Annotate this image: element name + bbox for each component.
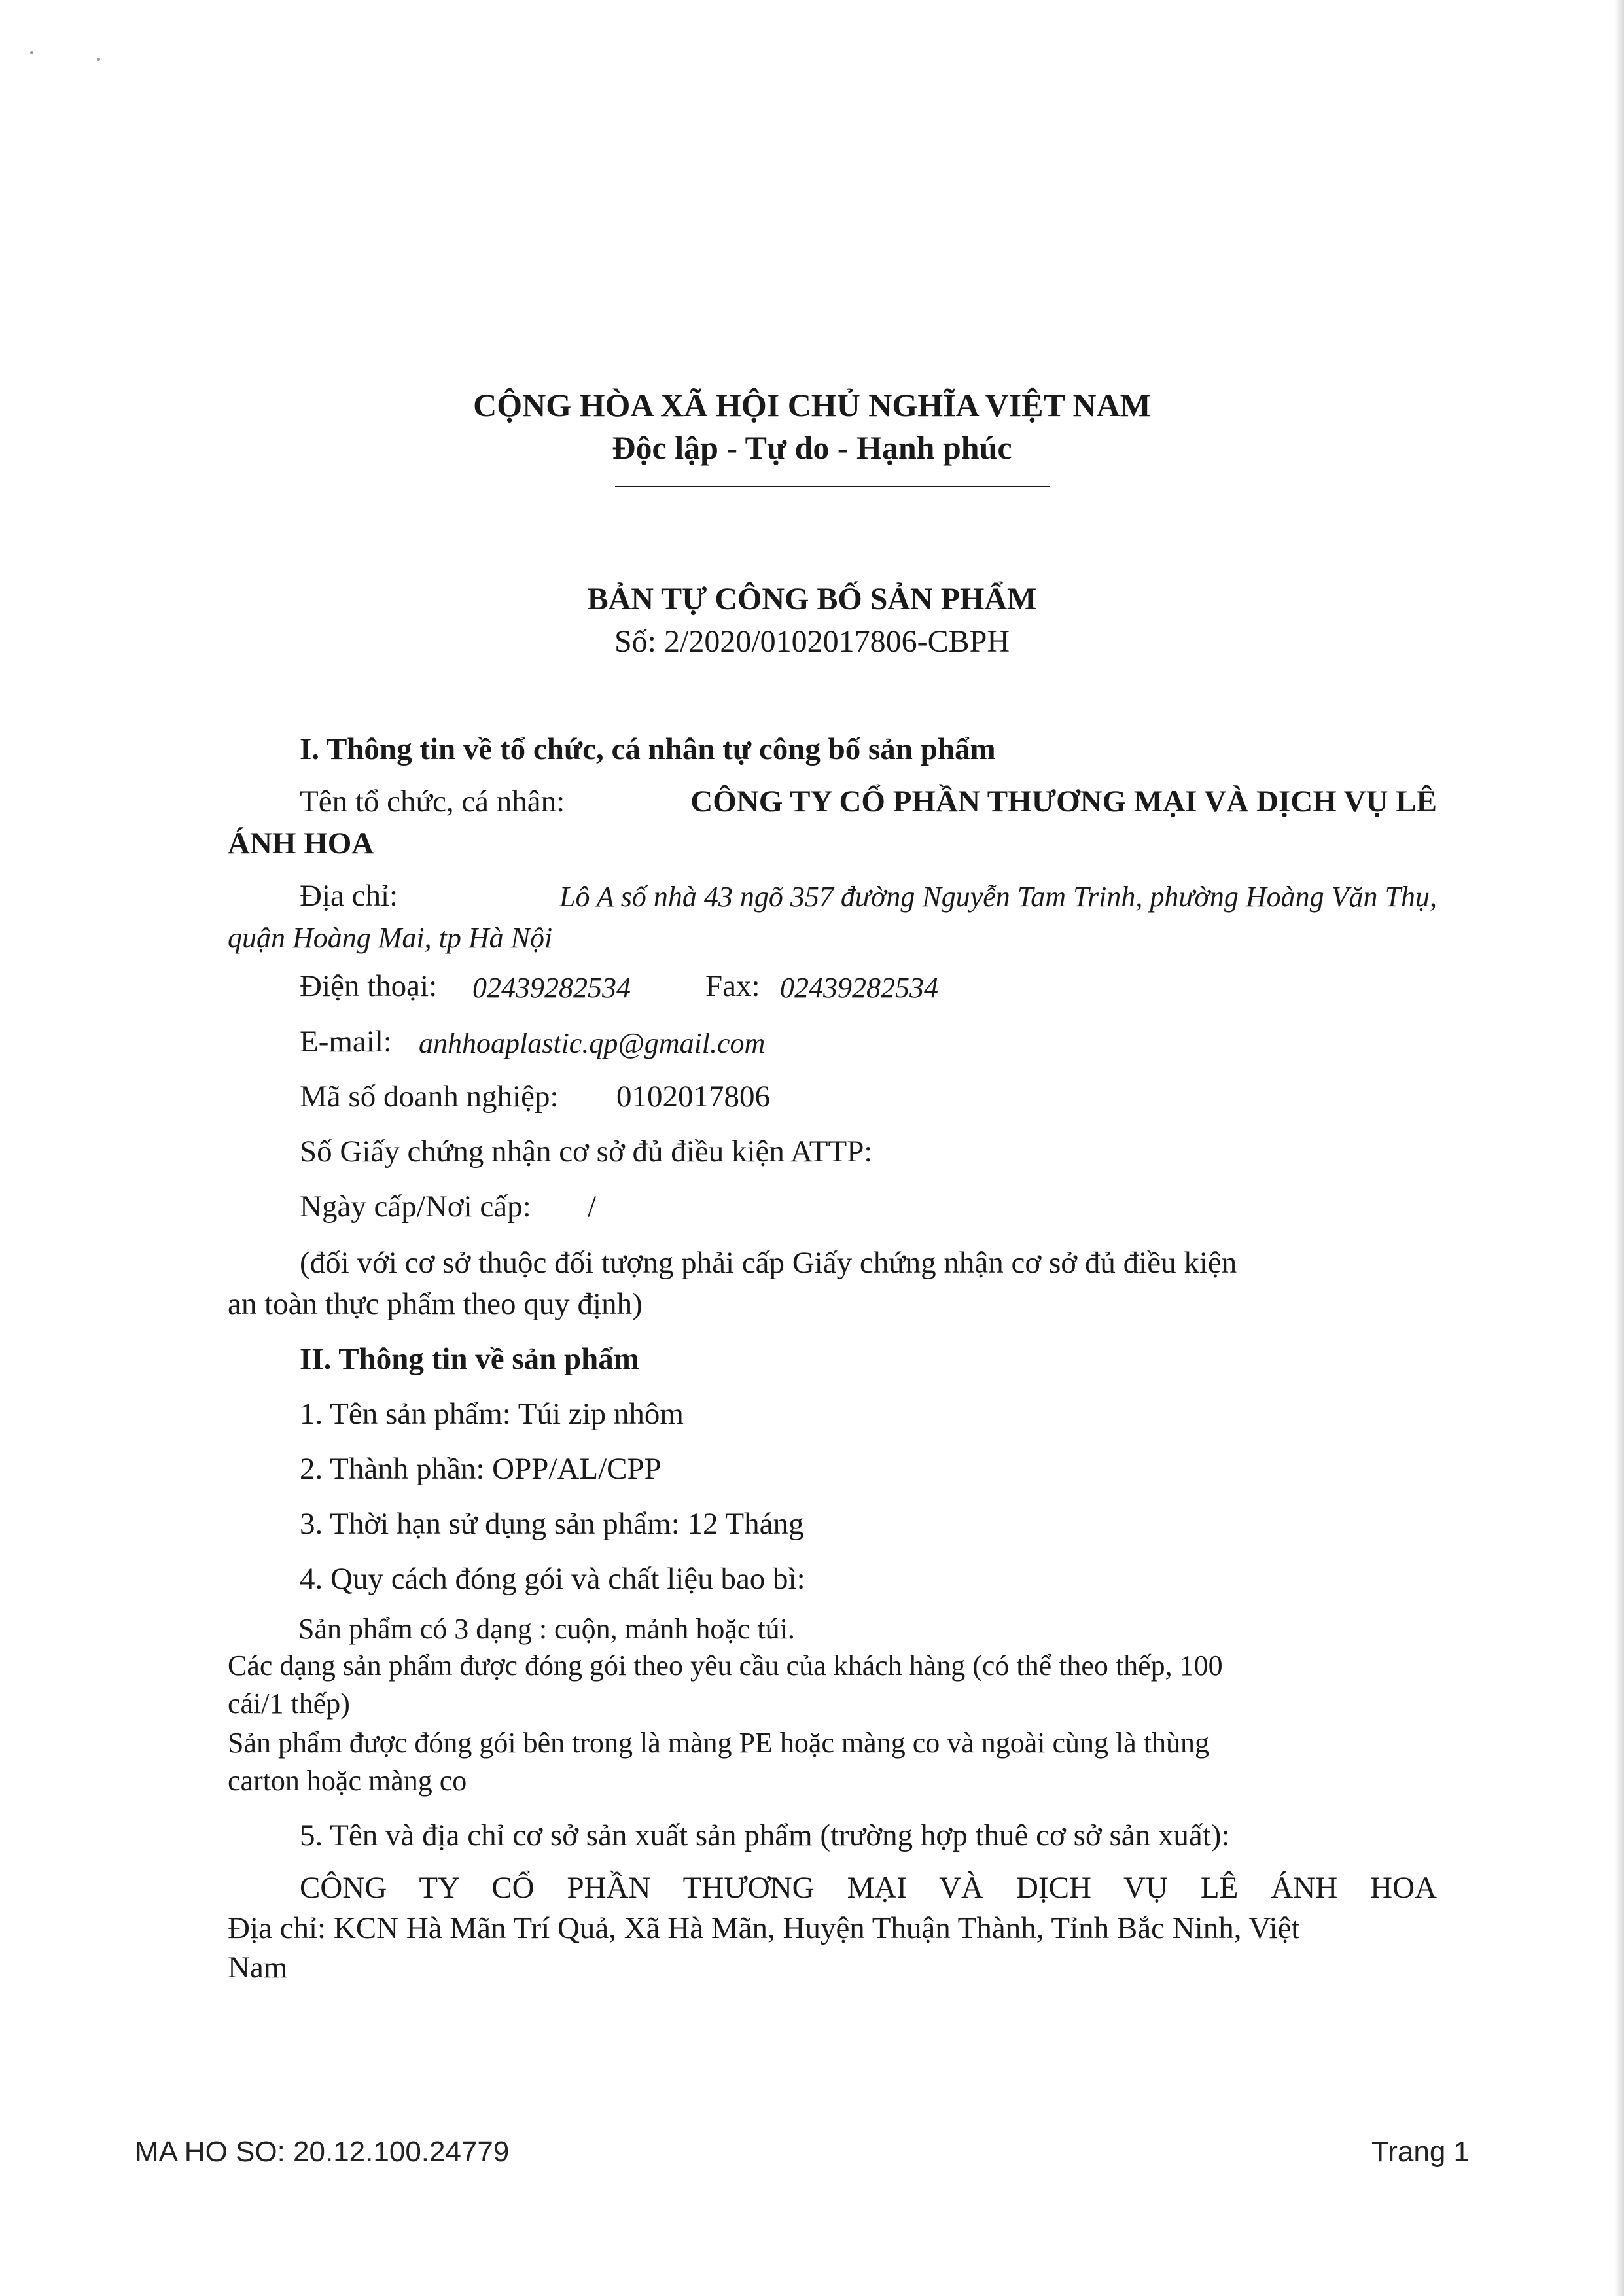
fax-value: 02439282534: [780, 972, 938, 1004]
packaging-heading: 4. Quy cách đóng gói và chất liệu bao bì:: [300, 1562, 805, 1596]
packaging-line: Sản phẩm được đóng gói bên trong là màng PE hoặc màng co và ngoài cùng là thùng: [228, 1727, 1210, 1759]
section2-heading: II. Thông tin về sản phẩm: [300, 1342, 639, 1376]
scan-speck: [30, 51, 33, 54]
org-label: Tên tổ chức, cá nhân:: [300, 785, 565, 819]
org-name-continued: ÁNH HOA: [228, 826, 374, 860]
document-title: BẢN TỰ CÔNG BỐ SẢN PHẨM: [587, 582, 1037, 616]
tax-code-label: Mã số doanh nghiệp:: [300, 1080, 559, 1114]
cert-label: Số Giấy chứng nhận cơ sở đủ điều kiện ATTP:: [300, 1135, 873, 1169]
packaging-line: Sản phẩm có 3 dạng : cuộn, mảnh hoặc túi.: [298, 1613, 795, 1645]
tax-code-value: 0102017806: [616, 1080, 770, 1114]
address-row: [300, 878, 1437, 913]
phone-value: 02439282534: [472, 972, 631, 1004]
scan-speck: [97, 58, 100, 61]
fax-label: Fax:: [705, 969, 760, 1003]
org-name: CÔNG TY CỔ PHẦN THƯƠNG MẠI VÀ DỊCH VỤ LÊ: [690, 785, 1437, 819]
packaging-line: cái/1 thếp): [228, 1687, 350, 1720]
issue-date-label: Ngày cấp/Nơi cấp:: [300, 1190, 531, 1224]
address-continued: quận Hoàng Mai, tp Hà Nội: [228, 922, 553, 954]
manufacturer-address-continued: Nam: [228, 1951, 288, 1985]
email-label: E-mail:: [300, 1025, 392, 1059]
cert-note-line2: an toàn thực phẩm theo quy định): [228, 1287, 643, 1321]
header-underline: [615, 486, 1050, 487]
manufacturer-address: Địa chỉ: KCN Hà Mãn Trí Quả, Xã Hà Mãn, Huyện Thuận Thành, Tỉnh Bắc Ninh, Việt: [228, 1911, 1300, 1945]
cert-note-line1: (đối với cơ sở thuộc đối tượng phải cấp Giấy chứng nhận cơ sở đủ điều kiện: [300, 1246, 1237, 1280]
packaging-line: Các dạng sản phẩm được đóng gói theo yêu cầu của khách hàng (có thể theo thếp, 100: [228, 1650, 1223, 1682]
packaging-line: carton hoặc màng co: [228, 1765, 467, 1797]
manufacturer-name: CÔNG TY CỔ PHẦN THƯƠNG MẠI VÀ DỊCH VỤ LÊ ÁNH HOA: [300, 1871, 1437, 1905]
phone-label: Điện thoại:: [300, 969, 438, 1003]
section1-heading: I. Thông tin về tổ chức, cá nhân tự công bố sản phẩm: [300, 732, 996, 766]
issue-date-value: /: [588, 1190, 597, 1224]
document-number: Số: 2/2020/0102017806-CBPH: [614, 624, 1010, 659]
nation-heading: CỘNG HÒA XÃ HỘI CHỦ NGHĨA VIỆT NAM: [473, 387, 1151, 423]
manufacturer-heading: 5. Tên và địa chỉ cơ sở sản xuất sản phẩm (trường hợp thuê cơ sở sản xuất):: [300, 1818, 1230, 1852]
org-name-row: [300, 784, 1437, 819]
address-label: Địa chỉ:: [300, 879, 398, 913]
motto-heading: Độc lập - Tự do - Hạnh phúc: [612, 429, 1012, 466]
product-shelf-life: 3. Thời hạn sử dụng sản phẩm: 12 Tháng: [300, 1507, 804, 1541]
scan-edge: [1615, 0, 1624, 2296]
product-composition: 2. Thành phần: OPP/AL/CPP: [300, 1452, 662, 1486]
product-name: 1. Tên sản phẩm: Túi zip nhôm: [300, 1397, 684, 1431]
email-value: anhhoaplastic.qp@gmail.com: [419, 1027, 766, 1059]
address-value: Lô A số nhà 43 ngõ 357 đường Nguyễn Tam Trinh, phường Hoàng Văn Thụ,: [559, 881, 1437, 913]
file-code: MA HO SO: 20.12.100.24779: [135, 2136, 510, 2168]
page-number: Trang 1: [1371, 2136, 1470, 2168]
